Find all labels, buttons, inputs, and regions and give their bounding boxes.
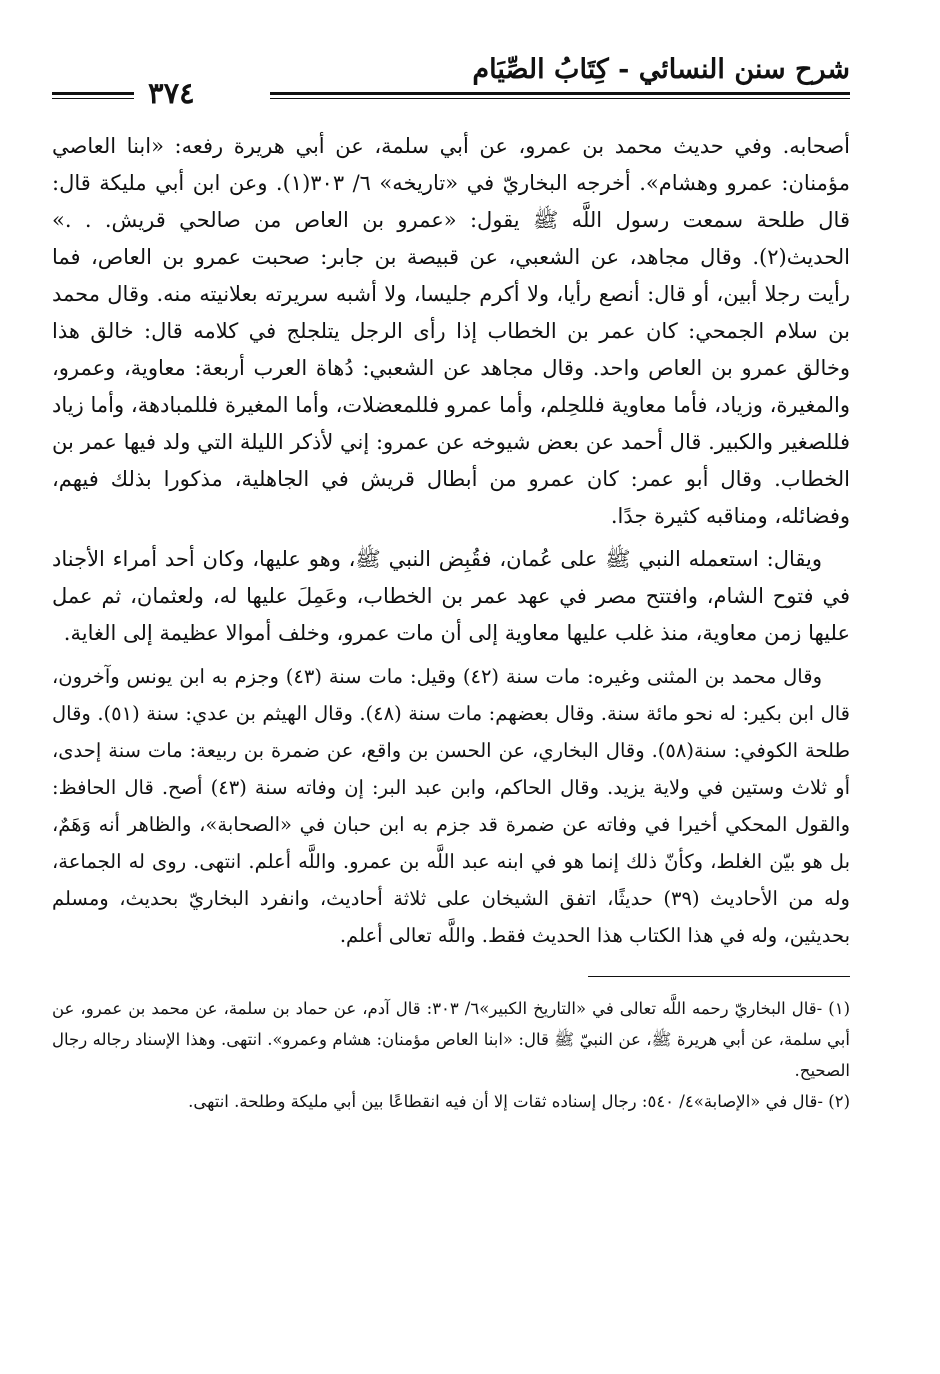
footnote: (١) -قال البخاريّ رحمه اللَّه تعالى في «التاريخ الكبير»٦/ ٣٠٣: قال آدم، عن حماد بن سلمة، عن محمد بن عمرو، عن أبي سلمة، عن أبي هريرة ﷺ، عن النبيّ ﷺ قال: «ابنا العاص مؤمنان: هشام وعمرو». انتهى. وهذا الإسناد رجاله رجال الصحيح. [52, 999, 850, 1080]
footnotes [52, 993, 850, 1117]
page-header [52, 40, 850, 110]
footnote: (٢) -قال في «الإصابة»٤/ ٥٤٠: رجال إسناده ثقات إلا أن فيه انقطاعًا بين أبي مليكة وطلحة. انتهى. [188, 1092, 850, 1111]
main-text [52, 128, 850, 954]
header-rule-short [52, 92, 134, 99]
running-title: شرح سنن النسائي - كِتَابُ الصِّيَام [472, 54, 850, 85]
page-number: ٣٧٤ [148, 76, 195, 110]
paragraph: وقال محمد بن المثنى وغيره: مات سنة (٤٢) وقيل: مات سنة (٤٣) وجزم به ابن يونس وآخرون، قال ابن بكير: له نحو مائة سنة. وقال بعضهم: مات سنة (٤٨). وقال الهيثم بن عدي: سنة (٥١). وقال طلحة الكوفي: سنة(٥٨). وقال البخاري، عن الحسن بن واقع، عن ضمرة بن ربيعة: مات سنة إحدى، أو ثلاث وستين في ولاية يزيد. وقال الحاكم، وابن عبد البر: إن وفاته سنة (٤٣) أصح. قال الحافظ: والقول المحكي أخيرا في وفاته عن ضمرة قد جزم به ابن حبان في «الصحابة»، والظاهر أنه وَهَمٌ، بل هو بيّن الغلط، وكأنّ ذلك إنما هو في ابنه عبد اللَّه بن عمرو. واللَّه أعلم. انتهى. روى له الجماعة، وله من الأحاديث (٣٩) حديثًا، اتفق الشيخان على ثلاثة أحاديث، وانفرد البخاريّ بحديث، ومسلم بحديثين، وله في هذا الكتاب هذا الحديث فقط. واللَّه تعالى أعلم. [52, 665, 851, 947]
header-rule [270, 92, 850, 99]
footnote-divider [588, 976, 850, 977]
paragraph: أصحابه. وفي حديث محمد بن عمرو، عن أبي سلمة، عن أبي هريرة رفعه: «ابنا العاصي مؤمنان: عمرو وهشام». أخرجه البخاريّ في «تاريخه» ٦/ ٣٠٣(١). وعن ابن أبي مليكة قال: قال طلحة سمعت رسول اللَّه ﷺ يقول: «عمرو بن العاص من صالحي قريش. . .» الحديث(٢). وقال مجاهد، عن الشعبي، عن قبيصة بن جابر: صحبت عمرو بن العاص، فما رأيت رجلا أبين، أو قال: أنصع رأيا، ولا أكرم جليسا، ولا أشبه سريرته بعلانيته منه. وقال محمد بن سلام الجمحي: كان عمر بن الخطاب إذا رأى الرجل يتلجلج في كلامه قال: خالق هذا وخالق عمرو بن العاص واحد. وقال مجاهد عن الشعبي: دُهاة العرب أربعة: معاوية، وعمرو، والمغيرة، وزياد، فأما معاوية فللحِلم، وأما عمرو فللمعضلات، وأما المغيرة فللمبادهة، وأما زياد فللصغير والكبير. قال أحمد عن بعض شيوخه عن عمرو: إني لأذكر الليلة التي ولد فيها عمر بن الخطاب. وقال أبو عمر: كان عمرو من أبطال قريش في الجاهلية، مذكورا بذلك فيهم، وفضائله، ومناقبه كثيرة جدًا. [52, 134, 850, 528]
book-page [52, 40, 850, 1340]
paragraph: ويقال: استعمله النبي ﷺ على عُمان، فقُبِض النبي ﷺ، وهو عليها، وكان أحد أمراء الأجناد في فتوح الشام، وافتتح مصر في عهد عمر بن الخطاب، وعَمِلَ عليها له، ولعثمان، ثم عمل عليها زمن معاوية، منذ غلب عليها معاوية إلى أن مات عمرو، وخلف أموالا عظيمة إلى الغاية. [52, 547, 850, 645]
